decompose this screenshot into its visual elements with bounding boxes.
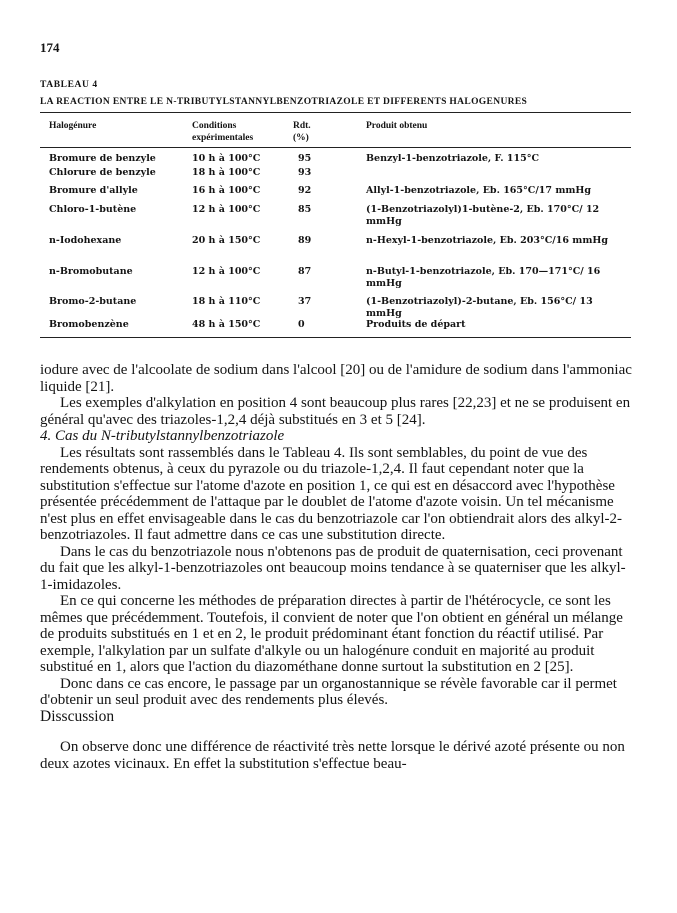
table-label: TABLEAU 4	[40, 80, 98, 90]
header-halogenure: Halogénure	[49, 121, 97, 131]
cell-rdt: 89	[298, 235, 312, 246]
page-number: 174	[40, 40, 60, 55]
cell-produit: n-Hexyl-1-benzotriazole, Eb. 203°C/16 mmHg	[366, 235, 608, 246]
section-heading: 4. Cas du N-tributylstannylbenzotriazole	[40, 428, 285, 444]
paragraph: Les résultats sont rassemblés dans le Tableau 4. Ils sont semblables, du point de vue des rendements obtenus, à ceux du pyrazole ou du triazole-1,2,4. Il faut cependant noter que la substitution s'effectue sur l'atome d'azote en position 1, ce qui est en désaccord avec l'hypothèse présentée précédemment de l'attaque par le doublet de l'atome d'azote voisin. Un tel mécanisme n'est plus en effet envisageable dans le cas du benzotriazole car l'on obtiendrait alors des alkyl-2-benzotriazoles. Il faut admettre dans ce cas une substitution directe.	[40, 444, 622, 543]
cell-rdt: 87	[298, 266, 312, 277]
header-rdt	[293, 120, 311, 144]
cell-conditions: 12 h à 100°C	[192, 266, 261, 277]
cell-produit: Allyl-1-benzotriazole, Eb. 165°C/17 mmHg	[366, 185, 592, 196]
cell-halogenure: Bromo-2-butane	[49, 296, 137, 307]
table-top-rule	[40, 112, 631, 113]
header-conditions-line2: expérimentales	[192, 133, 254, 143]
cell-halogenure: n-Iodohexane	[49, 235, 122, 246]
paragraph: Les exemples d'alkylation en position 4 sont beaucoup plus rares [22,23] et ne se produisent en général qu'avec des triazoles-1,2,4 déjà substitués en 3 et 5 [24].	[40, 395, 631, 428]
spacer	[40, 725, 637, 739]
table-header	[0, 120, 677, 146]
header-conditions-line1: Conditions	[192, 121, 237, 131]
cell-halogenure: Bromobenzène	[49, 319, 129, 330]
header-rdt-line1: Rdt.	[293, 121, 311, 131]
paragraph: Donc dans ce cas encore, le passage par un organostannique se révèle favorable car il permet d'obtenir un seul produit avec des rendements plus élevés.	[40, 675, 617, 708]
header-rdt-line2: (%)	[293, 133, 309, 143]
paragraph: iodure avec de l'alcoolate de sodium dans l'alcool [20] ou de l'amidure de sodium dans l'ammoniac liquide [21].	[40, 362, 632, 395]
cell-conditions: 10 h à 100°C	[192, 153, 261, 164]
cell-rdt: 93	[298, 167, 312, 178]
paragraph: En ce qui concerne les méthodes de préparation directes à partir de l'hétérocycle, ce sont les mêmes que précédemment. Toutefois, il convient de noter que l'on obtient en général un mélange de produits substitués en 1 et en 2, le produit prédominant étant fonction du réactif utilisé. Par exemple, l'alkylation par un sulfate d'alkyle ou un halogénure conduit en majorité au produit substitué en 1, alors que l'action du diazométhane donne surtout la substitution en 2 [25].	[40, 593, 623, 675]
table-header-rule	[40, 147, 631, 148]
cell-conditions: 16 h à 100°C	[192, 185, 261, 196]
cell-conditions: 12 h à 100°C	[192, 204, 261, 215]
cell-halogenure: n-Bromobutane	[49, 266, 133, 277]
cell-halogenure: Bromure d'allyle	[49, 185, 138, 196]
section-heading: Disscussion	[40, 707, 115, 725]
table-title: LA REACTION ENTRE LE N-TRIBUTYLSTANNYLBENZOTRIAZOLE ET DIFFERENTS HALOGENURES	[40, 97, 528, 107]
cell-rdt: 95	[298, 153, 312, 164]
cell-halogenure: Chloro-1-butène	[49, 204, 137, 215]
cell-rdt: 37	[298, 296, 312, 307]
body-text	[40, 362, 637, 772]
cell-conditions: 48 h à 150°C	[192, 319, 261, 330]
paragraph: Dans le cas du benzotriazole nous n'obtenons pas de produit de quaternisation, ceci provenant du fait que les alkyl-1-benzotriazoles ont beaucoup moins tendance à se quaterniser que les alkyl-1-imidazoles.	[40, 543, 626, 593]
cell-produit: (1-Benzotriazolyl)1-butène-2, Eb. 170°C/ 12 mmHg	[366, 204, 600, 227]
cell-produit: n-Butyl-1-benzotriazole, Eb. 170—171°C/ 16 mmHg	[366, 266, 601, 289]
cell-produit: Benzyl-1-benzotriazole, F. 115°C	[366, 153, 540, 164]
cell-conditions: 20 h à 150°C	[192, 235, 261, 246]
cell-produit: Produits de départ	[366, 319, 466, 330]
cell-halogenure: Chlorure de benzyle	[49, 167, 156, 178]
header-produit: Produit obtenu	[366, 121, 428, 131]
cell-halogenure: Bromure de benzyle	[49, 153, 156, 164]
header-conditions	[192, 120, 253, 144]
cell-rdt: 92	[298, 185, 312, 196]
cell-conditions: 18 h à 110°C	[192, 296, 261, 307]
cell-produit: (1-Benzotriazolyl)-2-butane, Eb. 156°C/ 13 mmHg	[366, 296, 593, 319]
cell-conditions: 18 h à 100°C	[192, 167, 261, 178]
paragraph: On observe donc une différence de réactivité très nette lorsque le dérivé azoté présente ou non deux azotes vicinaux. En effet la substitution s'effectue beau-	[40, 739, 625, 772]
cell-rdt: 0	[298, 319, 305, 330]
table-bottom-rule	[40, 337, 631, 338]
cell-rdt: 85	[298, 204, 312, 215]
